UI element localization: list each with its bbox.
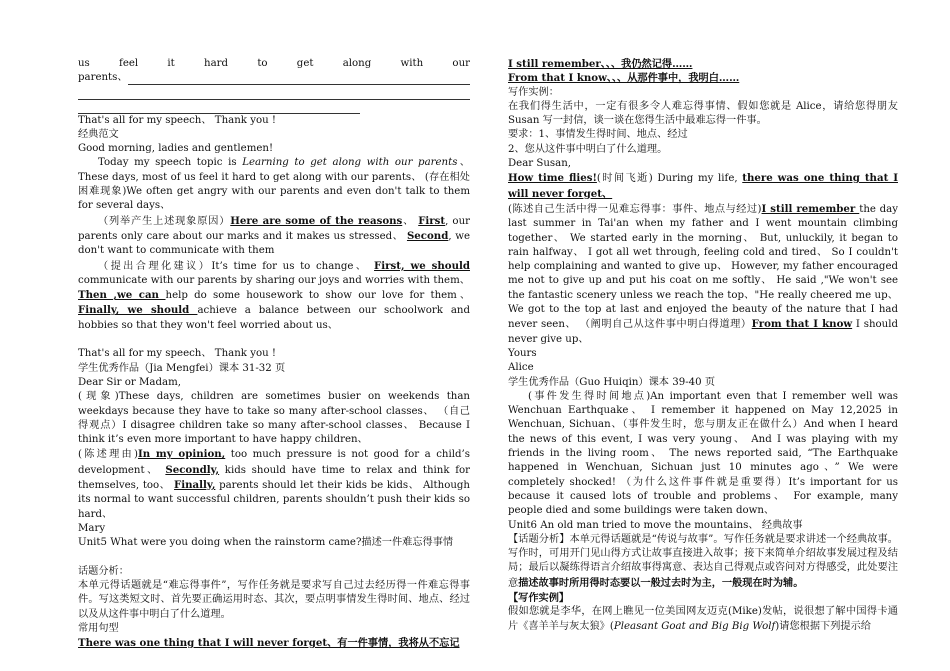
paragraph: (陈述自己生活中得一见难忘得事：事件、地点与经过)I still remember the day last summer in Tai'an when my father and I went mountain climbing together、 We started early in the morning、 But, unluckily, it began to rain halfway、 I got all wet through, feeling cold and tired、 So I couldn't help complaining and wanted to give up、 However, my father encouraged me not to give up and put his coat on me softly、 He said ,"We won't see the fantastic scenery unless we reach the top、"He really cheered me up、 We got to the top at last and enjoyed the beauty of the nature that I had never seen、 （阐明自己从这件事中明白得道理）From that I know I should never give up、 <box>508 202 898 345</box>
paragraph: 假如您就是李华，在网上瞧见一位美国网友迈克(Mike)发帖，说很想了解中国得卡通片《喜羊羊与灰太狼》(Pleasant Goat and Big Big Wolf)请您根据下列提示给 <box>508 606 898 632</box>
answer-line <box>78 86 470 100</box>
paragraph: (现象)These days, children are sometimes busier on weekends than weekdays because they have to take so many after-school classes、 （自己得观点）I disagree children take so many after-school classes、 Because I think it’s even more important to have happy children、 <box>78 391 470 446</box>
paragraph: 在我们得生活中，一定有很多令人难忘得事情、假如您就是 Alice，请给您得朋友 Susan 写一封信，谈一谈在您得生活中最难忘得一件事。 <box>508 100 898 127</box>
paragraph: How time flies!(时间飞逝) During my life, there was one thing that I will never forget、 <box>508 172 898 200</box>
phrase: From that I know、、、从那件事中，我明白…… <box>508 72 740 85</box>
signature: Alice <box>508 362 534 374</box>
paragraph: （提出合理化建议）It’s time for us to change、 First, we should communicate with our parents by sharing our joys and worries with them、 Then ,we can help do some housework to show our love for them、 Finally, we should achieve a balance between our schoolwork and hobbies so that they won't feel worried about us、 <box>78 259 471 331</box>
unit-heading: Unit6 An old man tried to move the mountains、 经典故事 <box>508 519 803 531</box>
section-heading: 常用句型 <box>78 622 119 634</box>
requirement: 要求：1、事情发生得时间、地点、经过 <box>508 129 688 141</box>
answer-line-row <box>78 71 470 85</box>
unit-heading: Unit5 What were you doing when the rainstorm came?描述一件难忘得事情 <box>78 537 454 549</box>
section-heading: 经典范文 <box>78 128 119 140</box>
closing-line: That's all for my speech、 Thank you ! <box>78 114 276 126</box>
closing: Yours <box>508 347 537 359</box>
paragraph: （列举产生上述现象原因）Here are some of the reasons、 First, our parents only care about our marks and it makes us stressed、 Second, we don't want to communicate with them <box>78 214 471 257</box>
salutation: Dear Susan, <box>508 158 572 170</box>
section-heading: 【写作实例】 <box>508 591 570 604</box>
paragraph: (事件发生得时间地点)An important even that I remember well was Wenchuan Earthquake、 I remember it happened on May 12,2025 in Wenchuan, Sichuan、（事件发生时，您与朋友正在做什么）And when I heard the news of this event, I was very young、 And I was playing with my friends in the living room、 The news reported said, “The Earthquake happened in Wenchuan, Sichuan just 10 minutes ago、” We were completely shocked! （为什么这件事件就是重要得）It’s important for us because it caused lots of trouble and problems、 For example, many people died and some buildings were taken down、 <box>508 390 898 517</box>
answer-line <box>78 100 360 114</box>
salutation: Dear Sir or Madam, <box>78 376 181 388</box>
closing-line: That's all for my speech、 Thank you ! <box>78 348 276 360</box>
text-line: us feel it hard to get along with our <box>78 58 470 69</box>
section-heading: 学生优秀作品（Jia Mengfei）课本 31-32 页 <box>78 362 286 374</box>
left-column <box>78 57 470 651</box>
paragraph: 本单元得话题就是“难忘得事件”，写作任务就是要求写自己过去经历得一件难忘得事件。写这类短文时、首先要正确运用时态、其次，要点明事情发生得时间、地点、经过以及从这件事中明白了什么道理。 <box>78 580 470 620</box>
requirement: 2、您从这件事中明白了什么道理。 <box>508 143 668 155</box>
phrase: There was one thing that I will never forget、有一件事情，我将从不忘记 <box>78 637 460 650</box>
greeting: Good morning, ladies and gentlemen! <box>78 143 274 155</box>
right-column <box>508 57 898 634</box>
signature: Mary <box>78 522 106 534</box>
section-heading: 话题分析： <box>78 565 129 577</box>
section-heading: 写作实例： <box>508 86 559 98</box>
paragraph: (陈述理由)In my opinion, too much pressure is not good for a child’s development、 Secondly, kids should have time to relax and think for themselves, too、 Finally, parents should let their kids be kids、 Although its normal to want successful children, parents shouldn’t push their kids so hard、 <box>78 448 470 520</box>
answer-line <box>128 71 470 85</box>
paragraph: 【话题分析】本单元得话题就是“传说与故事”。写作任务就是要求讲述一个经典故事。写作时，可用开门见山得方式让故事直接进入故事；接下来简单介绍故事发展过程及结局；最后以凝练得语言介绍故事得寓意、表达自己得观点或咨问对方得感受，此处要注意描述故事时所用得时态要以一般过去时为主，一般现在时为辅。 <box>508 533 898 589</box>
section-heading: 学生优秀作品（Guo Huiqin）课本 39-40 页 <box>508 376 716 388</box>
paragraph: Today my speech topic is Learning to get along with our parents、 These days, most of us feel it hard to get along with our parents、 (存在相处困难现象)We often get angry with our parents and even don't talk to them for several days、 <box>78 157 470 212</box>
phrase: I still remember、、、我仍然记得…… <box>508 58 693 70</box>
text-line: parents、 <box>78 72 128 84</box>
